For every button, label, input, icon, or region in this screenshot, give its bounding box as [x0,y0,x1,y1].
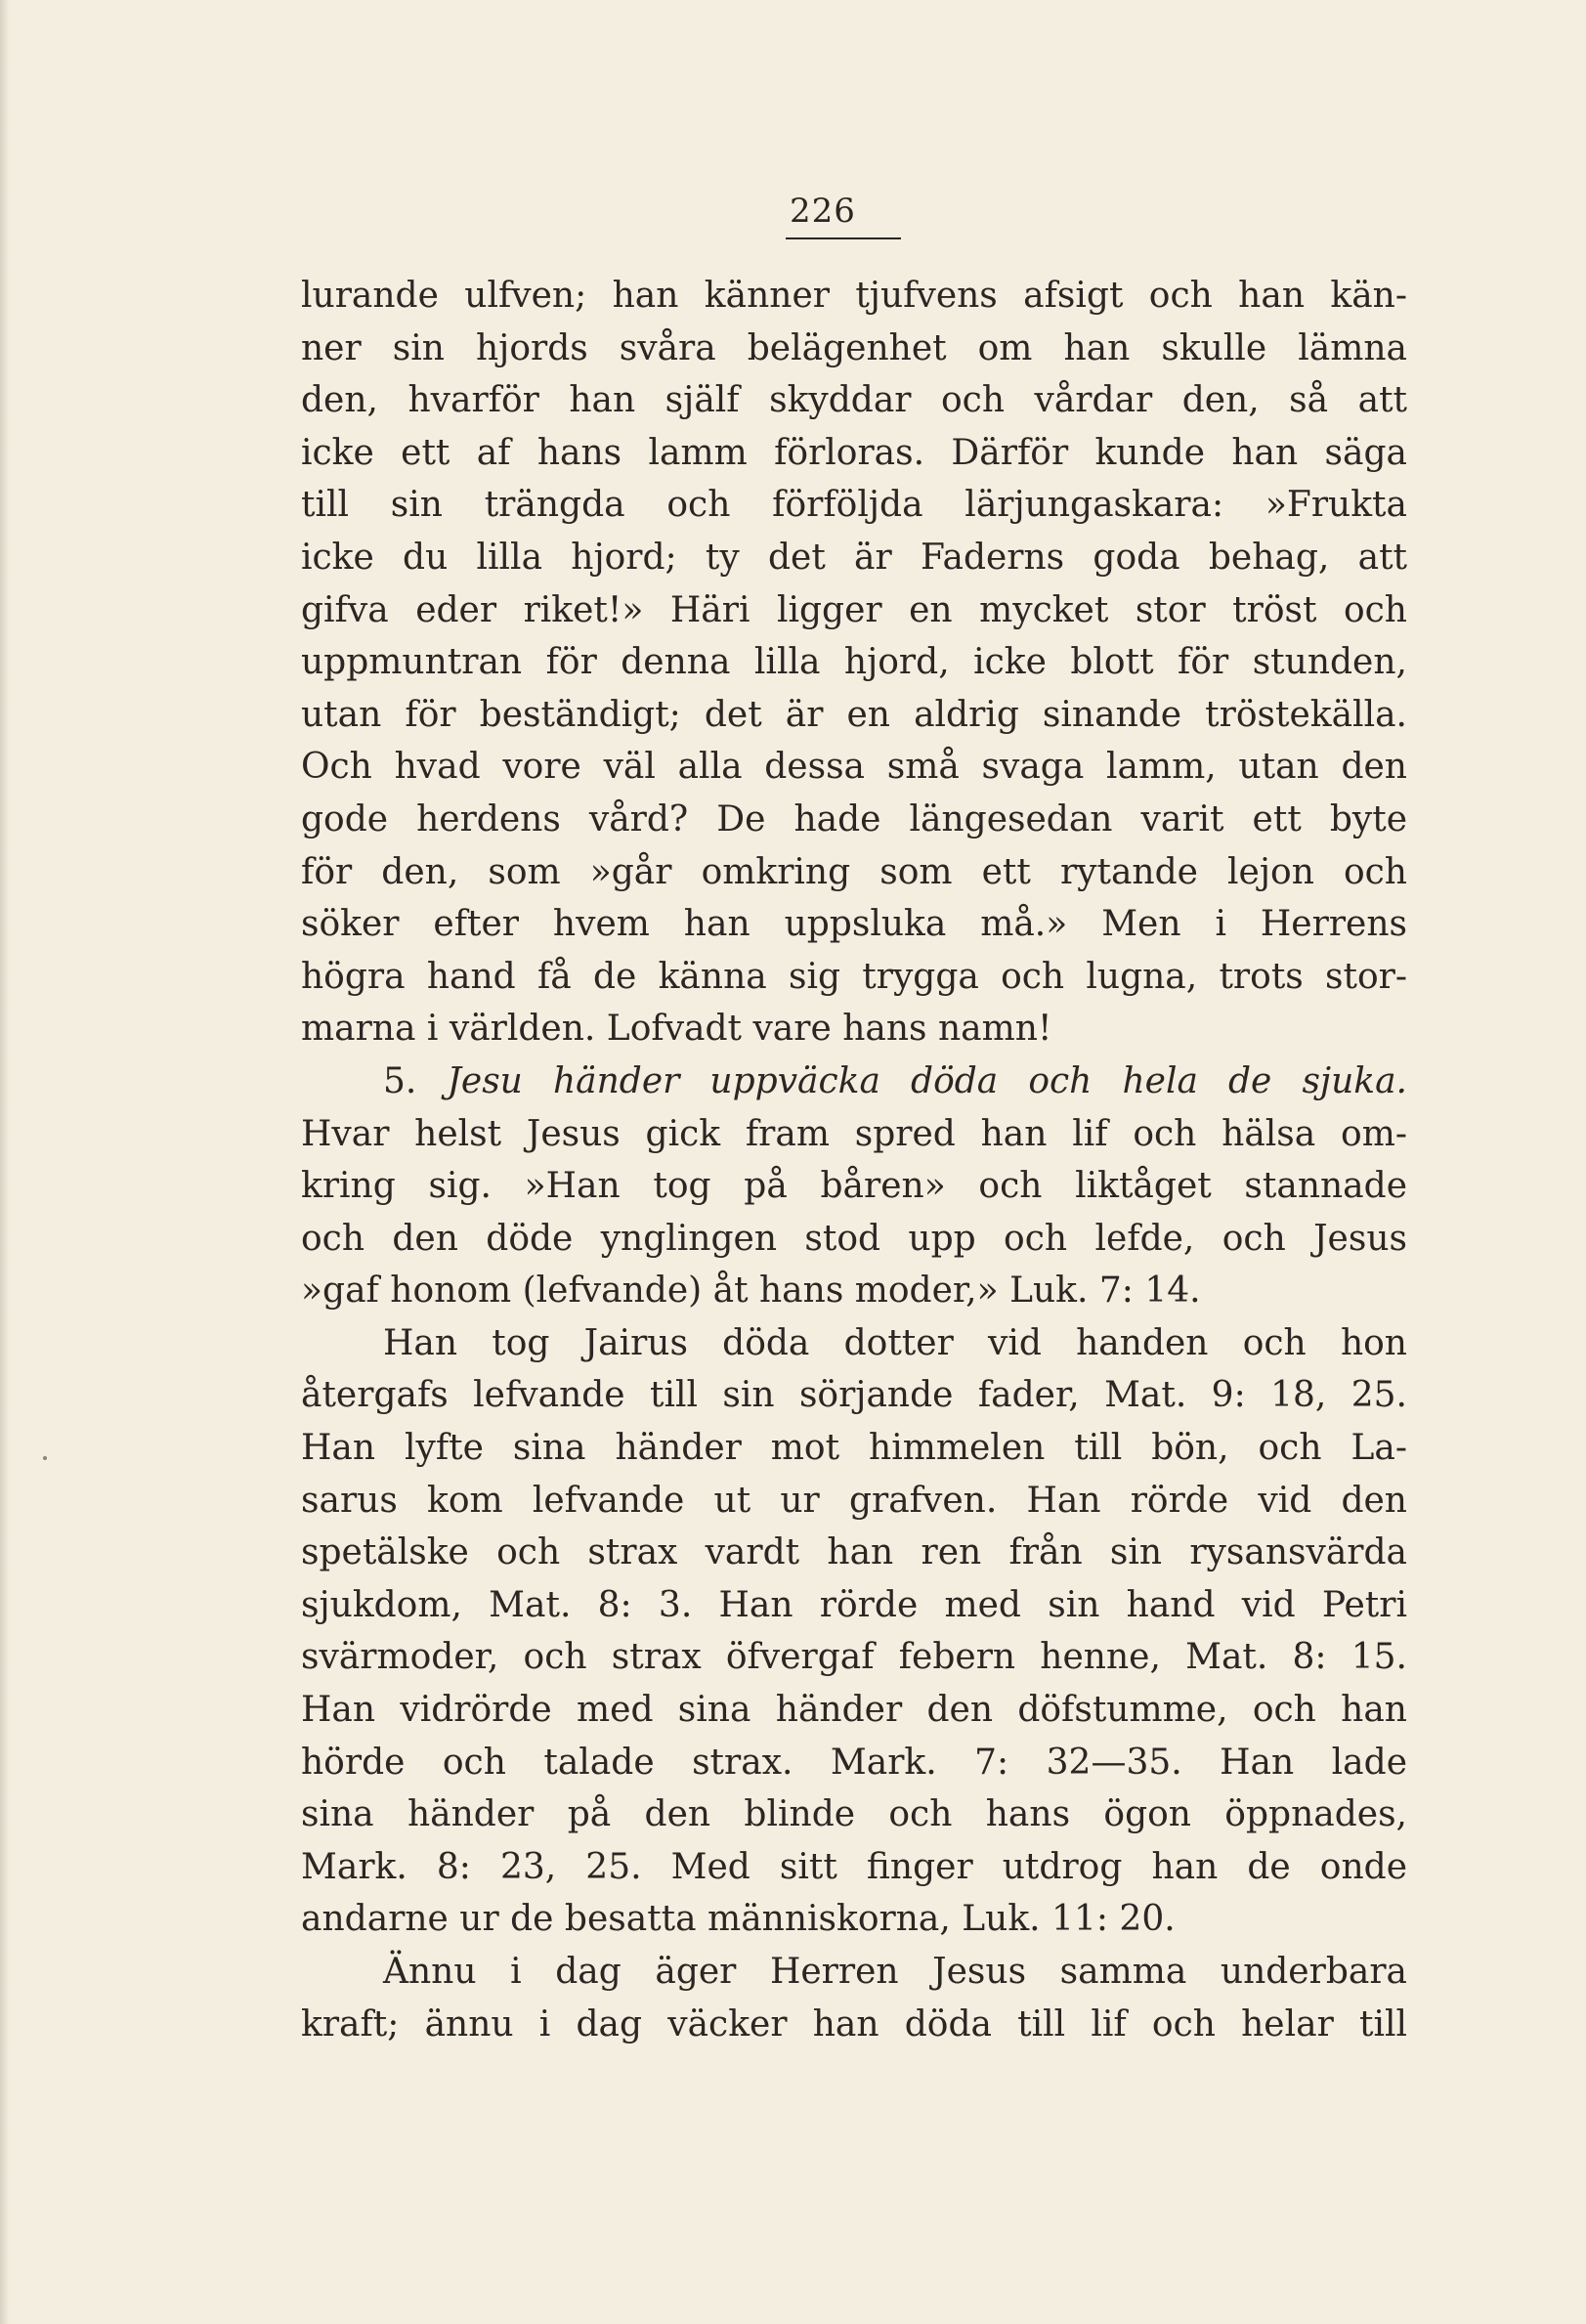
text-line: högra hand få de känna sig trygga och lugna, trots stor- [301,956,1407,997]
text-line: gode herdens vård? De hade längesedan varit ett byte [301,798,1407,839]
text-line: Han vidrörde med sina händer den döfstumme, och han [301,1690,1407,1731]
text-line: svärmoder, och strax öfvergaf febern henne, Mat. 8: 15. [301,1637,1407,1678]
text-line: ner sin hjords svåra belägenhet om han skulle lämna [301,327,1407,368]
body-text [301,270,1407,2050]
text-line: icke ett af hans lamm förloras. Därför kunde han säga [301,432,1407,473]
text-line: sarus kom lefvande ut ur grafven. Han rörde vid den [301,1480,1407,1521]
text-line: Han tog Jairus döda dotter vid handen och hon [383,1322,1407,1363]
text-line: återgafs lefvande till sin sörjande fader, Mat. 9: 18, 25. [301,1375,1407,1416]
text-line: marna i världen. Lofvadt vare hans namn! [301,1009,1052,1050]
text-line: Hvar helst Jesus gick fram spred han lif och hälsa om- [301,1113,1407,1154]
page-number: 226 [790,192,856,231]
text-line: spetälske och strax vardt han ren från sin rysansvärda [301,1532,1407,1573]
text-line: kring sig. »Han tog på båren» och liktåget stannade [301,1166,1407,1207]
text-line: sjukdom, Mat. 8: 3. Han rörde med sin hand vid Petri [301,1584,1407,1625]
page-edge-shadow [0,0,10,2324]
text-line: Och hvad vore väl alla dessa små svaga lamm, utan den [301,747,1407,788]
text-line: icke du lilla hjord; ty det är Faderns goda behag, att [301,537,1407,578]
text-line: uppmuntran för denna lilla hjord, icke blott för stunden, [301,642,1407,683]
text-line: Ännu i dag äger Herren Jesus samma underbara [383,1952,1407,1992]
text-line: söker efter hvem han uppsluka må.» Men i Herrens [301,904,1407,945]
text-line: hörde och talade strax. Mark. 7: 32—35. Han lade [301,1742,1407,1783]
text-line: Mark. 8: 23, 25. Med sitt finger utdrog han de onde [301,1846,1407,1887]
section-number: 5. [383,1060,417,1101]
text-line: andarne ur de besatta människorna, Luk. 11: 20. [301,1899,1176,1940]
text-line: kraft; ännu i dag väcker han döda till lif och helar till [301,2003,1407,2044]
text-line: till sin trängda och förföljda lärjungaskara: »Frukta [301,485,1407,526]
text-line: Han lyfte sina händer mot himmelen till bön, och La- [301,1428,1407,1469]
text-line: lurande ulfven; han känner tjufvens afsigt och han kän- [301,276,1407,316]
section-heading [301,1055,1407,1108]
text-line: utan för beständigt; det är en aldrig sinande tröstekälla. [301,694,1407,735]
section-title: Jesu händer uppväcka döda och hela de sjuka. [447,1060,1407,1101]
text-line: gifva eder riket!» Häri ligger en mycket stor tröst och [301,589,1407,630]
page-number-rule [786,237,901,239]
text-line: och den döde ynglingen stod upp och lefde, och Jesus [301,1218,1407,1259]
text-line: för den, som »går omkring som ett rytande lejon och [301,851,1407,892]
text-line: den, hvarför han själf skyddar och vårdar den, så att [301,380,1407,421]
paper-speck [43,1456,47,1460]
text-line: »gaf honom (lefvande) åt hans moder,» Luk. 7: 14. [301,1270,1201,1312]
text-line: sina händer på den blinde och hans ögon öppnades, [301,1794,1407,1835]
